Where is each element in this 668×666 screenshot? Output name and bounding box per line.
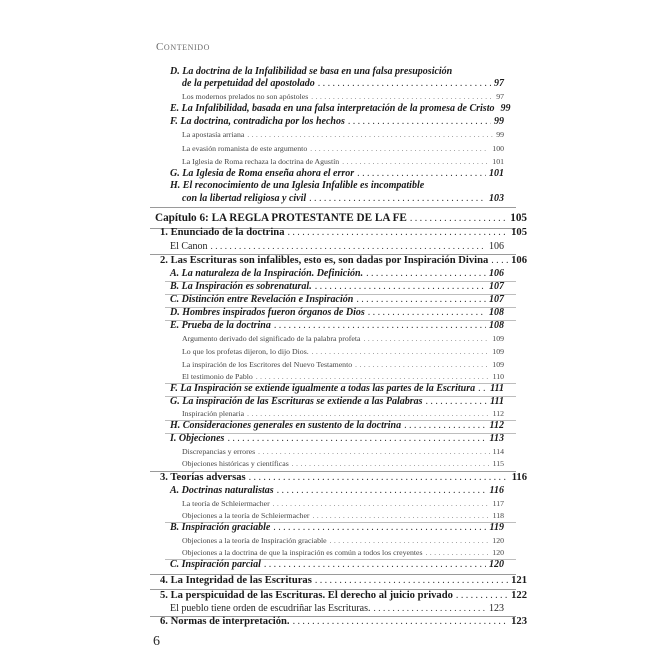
toc-subentry: El Canon ..... 106: [170, 241, 504, 252]
toc-section: 3. Teorías adversas ..... 116: [160, 472, 527, 483]
toc-subentry: La apostasía arriana ..... 99: [182, 130, 504, 139]
toc-subentry: El pueblo tiene orden de escudriñar las Escrituras. ..... 123: [170, 603, 504, 614]
toc-entry-F: F. La doctrina, contradicha por los hechos ..... 99: [170, 116, 504, 127]
toc-entry: F. La Inspiración se extiende igualmente a todas las partes de la Escritura ..... 111: [170, 383, 504, 394]
toc-entry: C. Distinción entre Revelación e Inspiración ..... 107: [170, 294, 504, 305]
toc-entry-G: G. La Iglesia de Roma enseña ahora el error ..... 101: [170, 168, 504, 179]
page-number: 6: [153, 634, 160, 649]
toc-subentry: El testimonio de Pablo ..... 110: [182, 372, 504, 381]
toc-section: 6. Normas de interpretación. ..... 123: [160, 616, 527, 627]
toc-entry: de la perpetuidad del apostolado ..... 97: [182, 78, 504, 89]
toc-subentry: Objeciones a la teoría de Schleiermacher ..... 118: [182, 511, 504, 520]
toc-section: 1. Enunciado de la doctrina ..... 105: [160, 227, 527, 238]
toc-subentry: Argumento derivado del significado de la palabra profeta ..... 109: [182, 334, 504, 343]
toc-entry-D: D. La doctrina de la Infalibilidad se basa en una falsa presuposición: [170, 66, 453, 77]
toc-subentry: La teoría de Schleiermacher ..... 117: [182, 499, 504, 508]
toc-subentry: Lo que los profetas dijeron, lo dijo Dios. ..... 109: [182, 347, 504, 356]
toc-entry: con la libertad religiosa y civil ..... 103: [182, 193, 504, 204]
toc-subentry: Inspiración plenaria ..... 112: [182, 409, 504, 418]
toc-subentry: La evasión romanista de este argumento ..... 100: [182, 144, 504, 153]
toc-subentry: Objeciones a la teoría de Inspiración graciable ..... 120: [182, 536, 504, 545]
toc-entry: A. Doctrinas naturalistas ..... 116: [170, 485, 504, 496]
toc-section: 4. La Integridad de las Escrituras ..... 121: [160, 575, 527, 586]
running-head: Contenido: [156, 41, 211, 53]
toc-section: 5. La perspicuidad de las Escrituras. El derecho al juicio privado ..... 122: [160, 590, 527, 601]
toc-subentry: Los modernos prelados no son apóstoles ..... 97: [182, 92, 504, 101]
toc-entry: A. La naturaleza de la Inspiración. Definición. ..... 106: [170, 268, 504, 279]
toc-entry: E. Prueba de la doctrina ..... 108: [170, 320, 504, 331]
toc-entry: D. Hombres inspirados fueron órganos de Dios ..... 108: [170, 307, 504, 318]
toc-entry-H: H. El reconocimiento de una Iglesia Infalible es incompatible: [170, 180, 425, 191]
toc-subentry: La Iglesia de Roma rechaza la doctrina de Agustín ..... 101: [182, 157, 504, 166]
toc-entry: I. Objeciones ..... 113: [170, 433, 504, 444]
chapter-heading: Capítulo 6: LA REGLA PROTESTANTE DE LA FE ..... 105: [155, 212, 527, 224]
toc-subentry: La inspiración de los Escritores del Nuevo Testamento ..... 109: [182, 360, 504, 369]
toc-subentry: Objeciones a la doctrina de que la inspiración es común a todos los creyentes ..... 120: [182, 548, 504, 557]
toc-entry-E: E. La Infalibilidad, basada en una falsa interpretación de la promesa de Cristo 99: [170, 103, 511, 114]
toc-entry: B. La Inspiración es sobrenatural. ..... 107: [170, 281, 504, 292]
divider: [150, 207, 516, 208]
toc-subentry: Discrepancias y errores ..... 114: [182, 447, 504, 456]
toc-entry: H. Consideraciones generales en sustento de la doctrina ..... 112: [170, 420, 504, 431]
toc-entry: C. Inspiración parcial ..... 120: [170, 559, 504, 570]
toc-subentry: Objeciones históricas y científicas ..... 115: [182, 459, 504, 468]
toc-entry: G. La inspiración de las Escrituras se extiende a las Palabras ..... 111: [170, 396, 504, 407]
toc-entry: B. Inspiración graciable ..... 119: [170, 522, 504, 533]
toc-section: 2. Las Escrituras son infalibles, esto es, son dadas por Inspiración Divina ..... 106: [160, 255, 527, 266]
